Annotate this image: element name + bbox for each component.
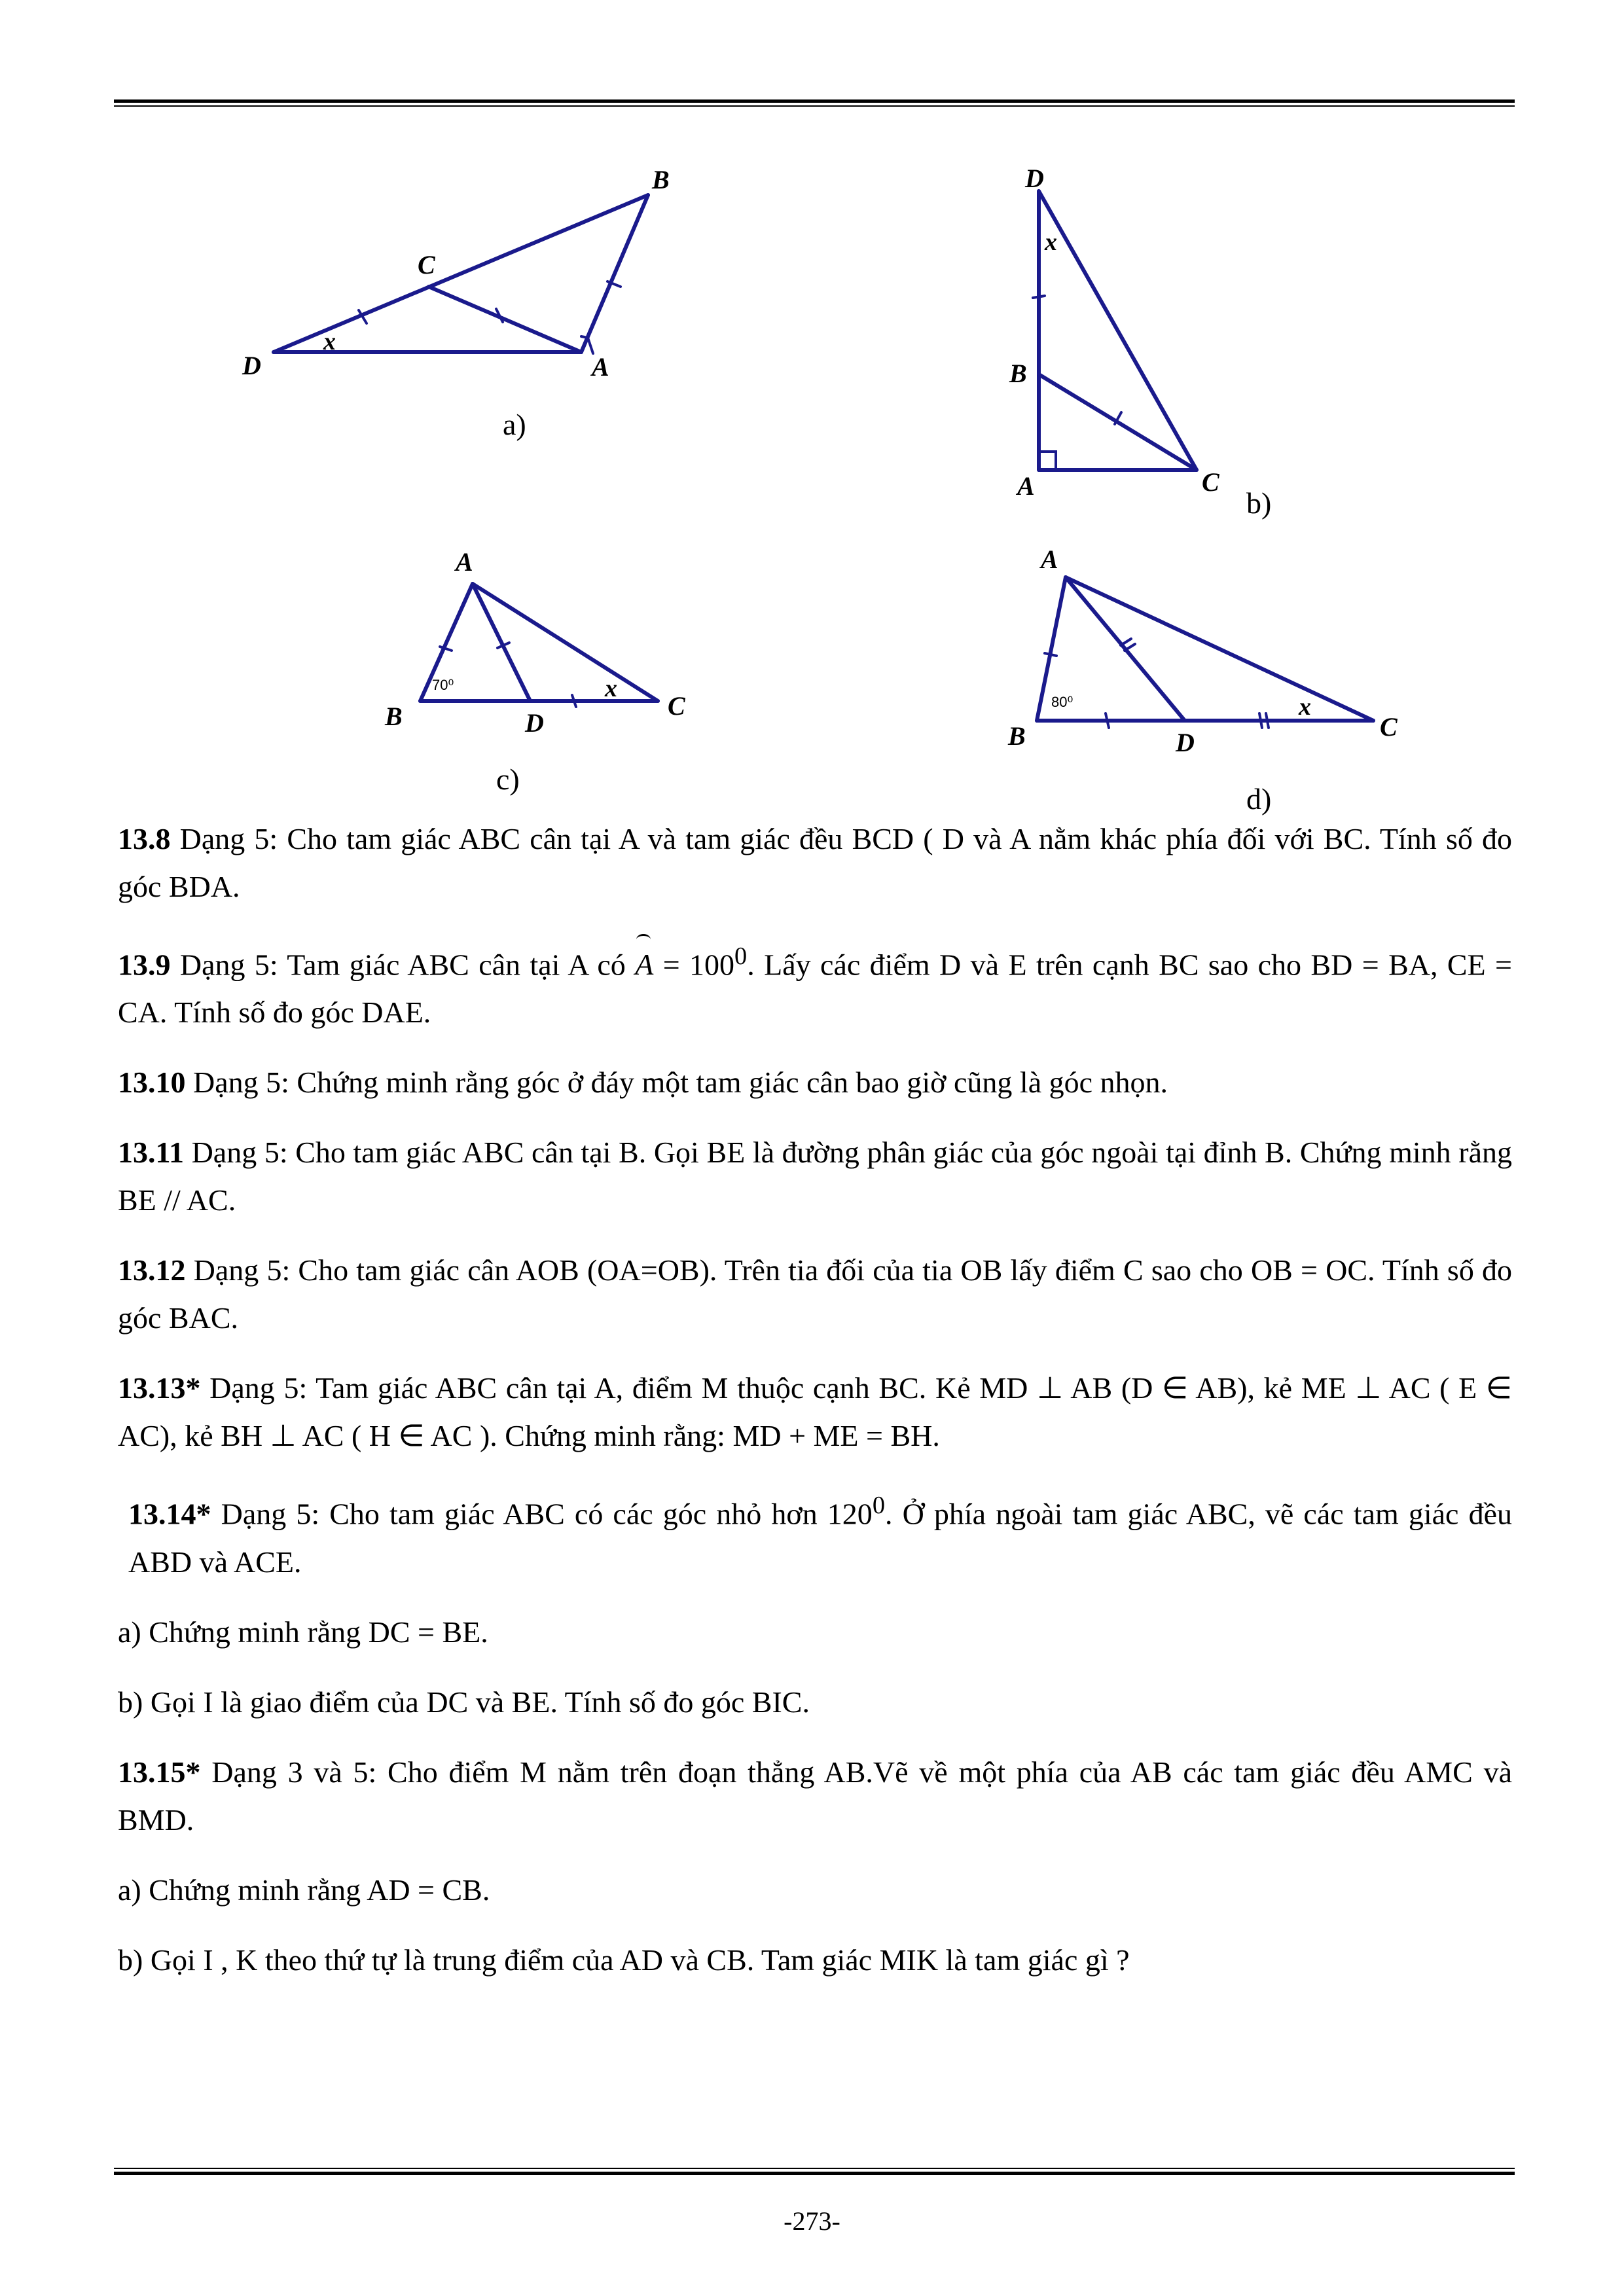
label-c-D: D — [525, 708, 544, 738]
label-a-D: D — [242, 351, 261, 380]
problem-13-10: 13.10 Dạng 5: Chứng minh rằng góc ở đáy một tam giác cân bao giờ cũng là góc nhọn. — [118, 1066, 1168, 1100]
problem-13-14: 13.14* Dạng 5: Cho tam giác ABC có các góc nhỏ hơn $120^0$. Ở phía ngoài tam giác ABC, vẽ các tam giác đều ABD và ACE. — [128, 1492, 1512, 1579]
figures-area — [0, 0, 1624, 818]
label-a-A: A — [592, 352, 609, 382]
problem-13-15-b: b) Gọi I , K theo thứ tự là trung điểm của AD và CB. Tam giác MIK là tam giác gì ? — [118, 1943, 1130, 1977]
page-number: -273- — [784, 2206, 840, 2236]
label-a-C: C — [418, 250, 435, 279]
label-d-C: C — [1380, 712, 1398, 742]
label-b-x: x — [1045, 228, 1057, 256]
angle-c: 70⁰ — [432, 677, 454, 693]
problem-13-9: 13.9 Dạng 5: Tam giác ABC cân tại A có $A = 100^0$. Lấy các điểm D và E trên cạnh BC sao cho BD = BA, CE = CA. Tính số đo góc DAE. — [118, 933, 1512, 1036]
problem-13-14-b: b) Gọi I là giao điểm của DC và BE. Tính số đo góc BIC. — [118, 1685, 810, 1719]
figure-c — [420, 584, 658, 707]
angle-hat-symbol: A — [635, 938, 653, 988]
footer-rule-bottom — [114, 2172, 1515, 2175]
label-b-B: B — [1009, 359, 1027, 388]
caption-b: b) — [1246, 486, 1272, 520]
label-c-C: C — [668, 691, 685, 721]
caption-c: c) — [496, 762, 520, 796]
label-d-x: x — [1299, 693, 1311, 721]
label-c-B: B — [385, 702, 403, 731]
label-d-A: A — [1041, 545, 1058, 574]
label-b-D: D — [1025, 164, 1044, 193]
label-d-B: B — [1008, 721, 1026, 751]
footer-rule-top — [114, 2168, 1515, 2169]
problem-list — [118, 815, 1512, 2006]
problem-13-12: 13.12 Dạng 5: Cho tam giác cân AOB (OA=OB). Trên tia đối của tia OB lấy điểm C sao cho OB = OC. Tính số đo góc BAC. — [118, 1253, 1512, 1335]
label-c-A: A — [456, 547, 473, 577]
label-b-C: C — [1202, 467, 1219, 497]
caption-d: d) — [1246, 782, 1272, 816]
angle-d: 80⁰ — [1051, 694, 1074, 710]
problem-13-8: 13.8 Dạng 5: Cho tam giác ABC cân tại A và tam giác đều BCD ( D và A nằm khác phía đối với BC. Tính số đo góc BDA. — [118, 822, 1512, 903]
label-a-B: B — [652, 165, 670, 194]
problem-13-14-a: a) Chứng minh rằng DC = BE. — [118, 1615, 488, 1649]
figure-d — [1037, 577, 1373, 728]
problem-13-13: 13.13* Dạng 5: Tam giác ABC cân tại A, điểm M thuộc cạnh BC. Kẻ MD ⊥ AB (D ∈ AB), kẻ ME ⊥ AC ( E ∈ AC), kẻ BH ⊥ AC ( H ∈ AC ). Chứng minh rằng: MD + ME = BH. — [118, 1371, 1512, 1453]
caption-a: a) — [503, 408, 526, 441]
problem-13-15-a: a) Chứng minh rằng AD = CB. — [118, 1873, 490, 1907]
problem-13-11: 13.11 Dạng 5: Cho tam giác ABC cân tại B. Gọi BE là đường phân giác của góc ngoài tại đỉnh B. Chứng minh rằng BE // AC. — [118, 1136, 1512, 1217]
label-d-D: D — [1176, 728, 1195, 757]
figure-b — [1033, 191, 1197, 470]
problem-13-15: 13.15* Dạng 3 và 5: Cho điểm M nằm trên đoạn thẳng AB.Vẽ về một phía của AB các tam giác đều AMC và BMD. — [118, 1755, 1512, 1837]
label-b-A: A — [1017, 471, 1035, 501]
label-a-x: x — [323, 328, 336, 355]
label-c-x: x — [605, 675, 617, 702]
